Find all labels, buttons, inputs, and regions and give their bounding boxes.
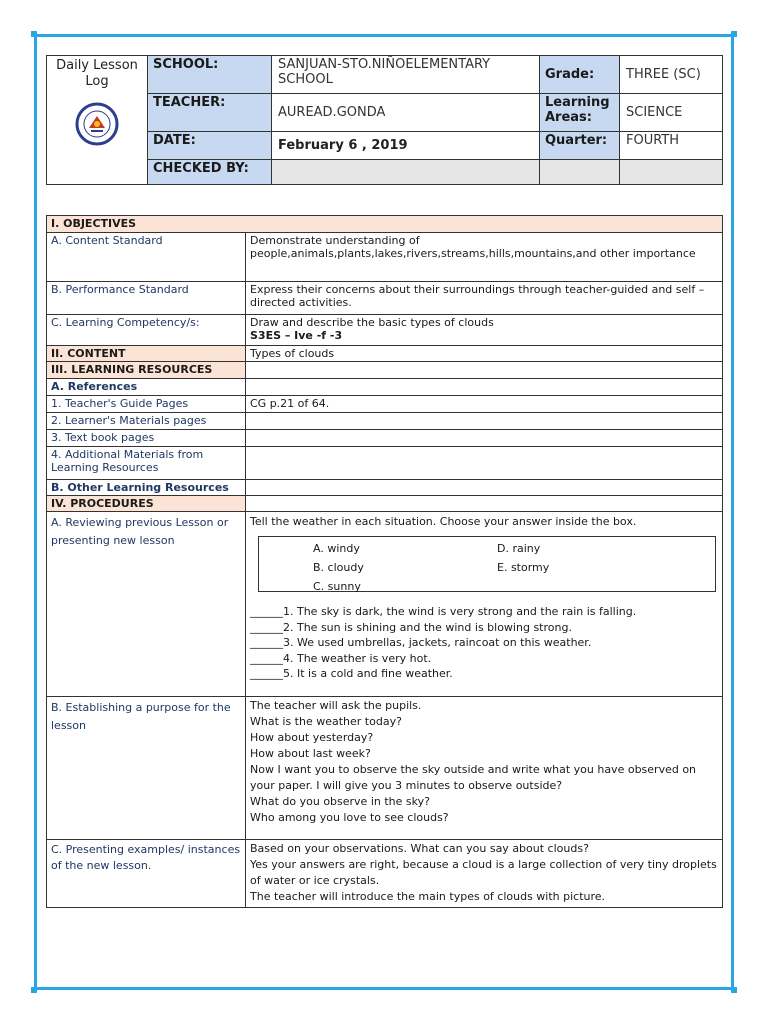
empty-cell [246, 362, 723, 379]
competency-code: S3ES – Ive -f -3 [250, 329, 343, 342]
learning-areas-label: Learning Areas: [540, 94, 620, 132]
empty-cell [246, 496, 723, 512]
teacher-label: TEACHER: [148, 94, 272, 132]
empty-cell [246, 379, 723, 396]
procedures-heading: IV. PROCEDURES [47, 496, 246, 512]
border-corner [731, 31, 737, 37]
teachers-guide-value: CG p.21 of 64. [246, 396, 723, 413]
content-standard-label: A. Content Standard [47, 233, 246, 282]
content-value: Types of clouds [246, 346, 723, 362]
border-corner [31, 987, 37, 993]
choice-item: E. stormy [497, 561, 550, 574]
quarter-value: FOURTH [620, 132, 723, 160]
school-value: SANJUAN-STO.NIÑOELEMENTARY SCHOOL [272, 56, 540, 94]
teacher-value: AUREAD.GONDA [272, 94, 540, 132]
procedure-c-label: C. Presenting examples/ instances of the new lesson. [47, 840, 246, 908]
learning-resources-heading: III. LEARNING RESOURCES [47, 362, 246, 379]
competency-cell [246, 315, 723, 346]
procedure-c-line: The teacher will introduce the main types of clouds with picture. [250, 890, 606, 903]
teachers-guide-label: 1. Teacher's Guide Pages [47, 396, 246, 413]
choice-item: B. cloudy [313, 561, 364, 574]
procedure-b-line: Now I want you to observe the sky outside and write what you have observed on your paper. I will give you 3 minutes to observe outside? [250, 763, 697, 792]
question-item: ______5. It is a cold and fine weather. [250, 667, 453, 680]
question-item: ______2. The sun is shining and the wind is blowing strong. [250, 620, 572, 634]
empty-cell [246, 480, 723, 496]
checked-by-label: CHECKED BY: [148, 160, 272, 185]
procedure-b-line: How about last week? [250, 747, 371, 760]
lesson-table [46, 215, 723, 908]
question-item: ______4. The weather is very hot. [250, 651, 432, 665]
textbook-label: 3. Text book pages [47, 430, 246, 447]
procedure-b-line: The teacher will ask the pupils. [250, 699, 422, 712]
checked-by-value [272, 160, 540, 185]
header-table [46, 55, 723, 185]
performance-standard-label: B. Performance Standard [47, 282, 246, 315]
border-corner [731, 987, 737, 993]
grade-value: THREE (SC) [620, 56, 723, 94]
procedure-b-line: What do you observe in the sky? [250, 795, 430, 808]
competency-value: Draw and describe the basic types of clouds [250, 316, 494, 329]
empty-cell [246, 430, 723, 447]
empty-cell [246, 413, 723, 430]
procedure-c-cell [246, 840, 723, 908]
blank-cell [620, 160, 723, 185]
grade-label: Grade: [540, 56, 620, 94]
date-value: February 6 , 2019 [272, 132, 540, 160]
school-label: SCHOOL: [148, 56, 272, 94]
content-heading: II. CONTENT [47, 346, 246, 362]
objectives-heading: I. OBJECTIVES [47, 216, 723, 233]
choice-item: A. windy [313, 542, 360, 555]
border-corner [31, 31, 37, 37]
quarter-label: Quarter: [540, 132, 620, 160]
choice-item: D. rainy [497, 542, 541, 555]
logo-title: Daily Lesson Log [56, 58, 138, 89]
procedure-c-line: Based on your observations. What can you say about clouds? [250, 842, 589, 855]
choices-box [258, 536, 716, 592]
deped-seal-icon [75, 102, 119, 146]
references-label: A. References [47, 379, 246, 396]
date-label: DATE: [148, 132, 272, 160]
question-list [250, 604, 718, 682]
procedure-a-label: A. Reviewing previous Lesson or presenting new lesson [47, 512, 246, 697]
procedure-a-intro: Tell the weather in each situation. Choose your answer inside the box. [250, 515, 637, 528]
learners-materials-label: 2. Learner's Materials pages [47, 413, 246, 430]
logo-cell [47, 56, 148, 185]
performance-standard-value: Express their concerns about their surroundings through teacher-guided and self –directed activities. [246, 282, 723, 315]
question-item: ______1. The sky is dark, the wind is very strong and the rain is falling. [250, 605, 637, 618]
procedure-a-cell [246, 512, 723, 697]
competency-label: C. Learning Competency/s: [47, 315, 246, 346]
blank-cell [540, 160, 620, 185]
procedure-b-line: What is the weather today? [250, 715, 402, 728]
procedure-b-label: B. Establishing a purpose for the lesson [47, 697, 246, 840]
procedure-c-line: Yes your answers are right, because a cloud is a large collection of very tiny droplets of water or ice crystals. [250, 858, 717, 887]
question-item: ______3. We used umbrellas, jackets, raincoat on this weather. [250, 636, 592, 649]
additional-materials-label: 4. Additional Materials from Learning Resources [47, 447, 246, 480]
procedure-b-line: How about yesterday? [250, 731, 374, 744]
content-standard-value: Demonstrate understanding of people,animals,plants,lakes,rivers,streams,hills,mountains,and other importance [246, 233, 723, 282]
choice-item: C. sunny [313, 580, 361, 593]
empty-cell [246, 447, 723, 480]
learning-areas-value: SCIENCE [620, 94, 723, 132]
other-resources-label: B. Other Learning Resources [47, 480, 246, 496]
procedure-b-line: Who among you love to see clouds? [250, 811, 449, 824]
procedure-b-cell [246, 697, 723, 840]
